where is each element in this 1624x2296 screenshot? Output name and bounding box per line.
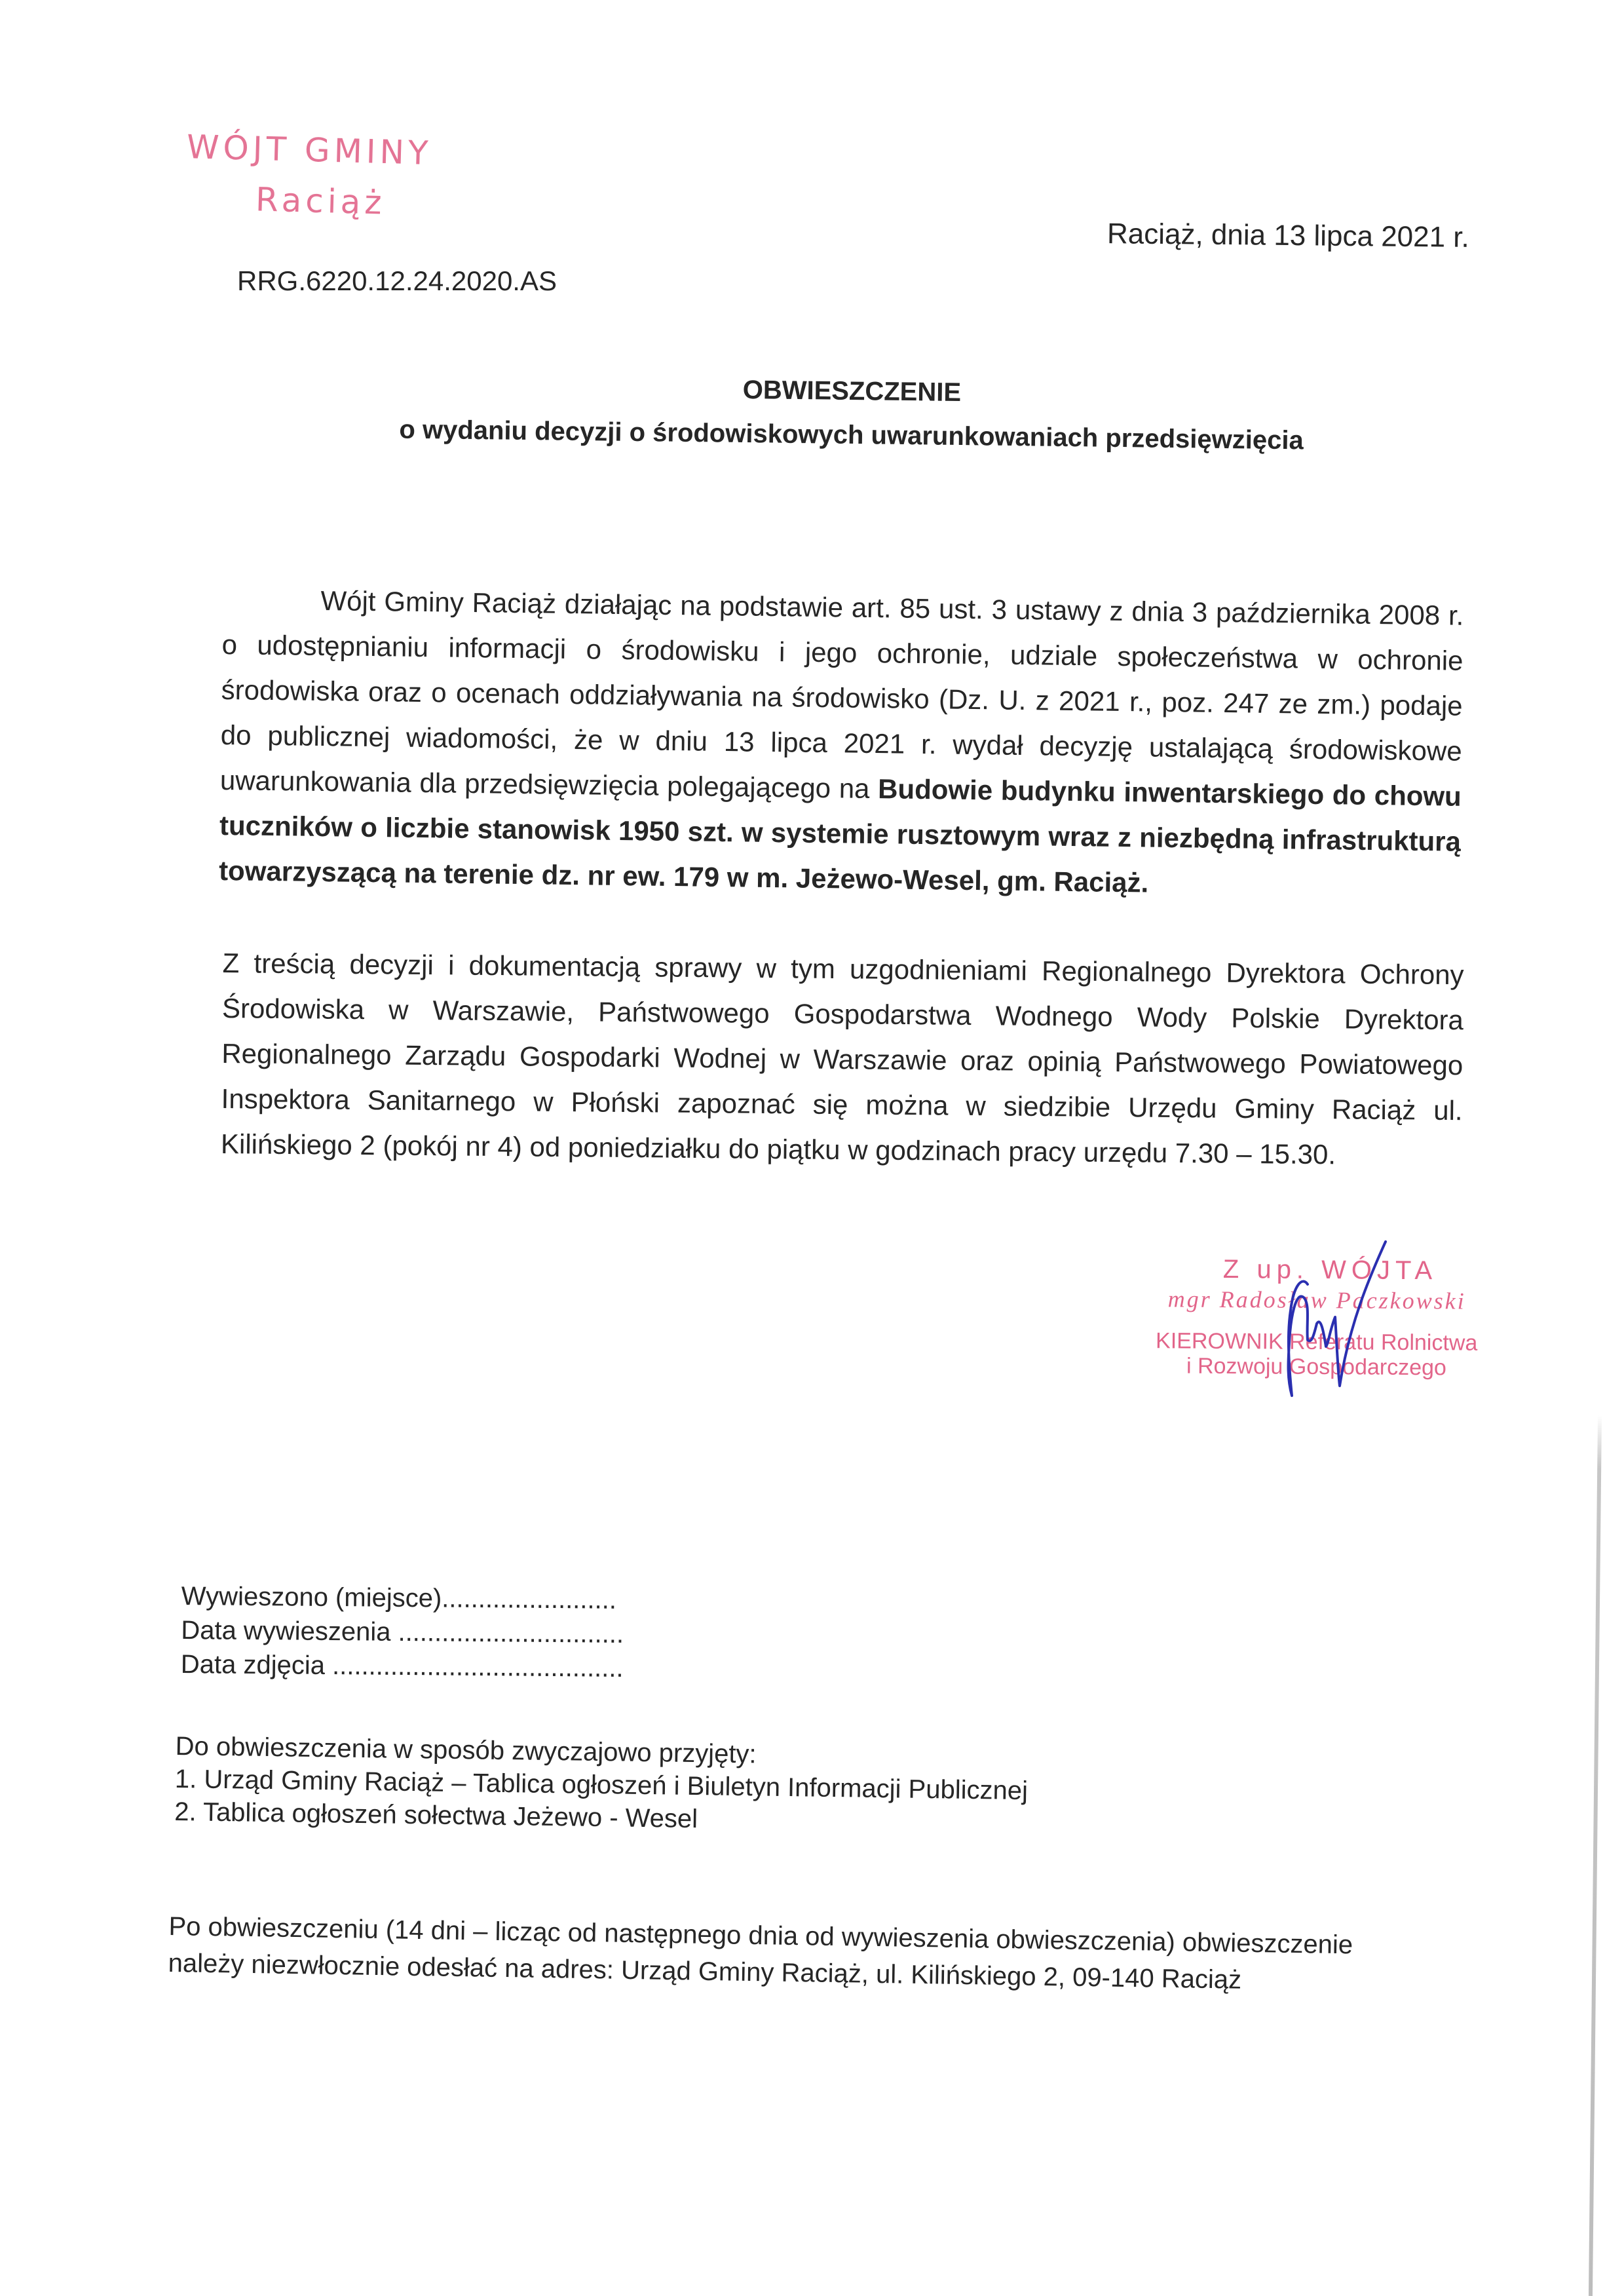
field-label: Wywieszono (miejsce)	[181, 1581, 442, 1613]
distribution-item: 2. Tablica ogłoszeń sołectwa Jeżewo - Wesel	[174, 1797, 698, 1834]
paragraph-indent	[222, 609, 320, 610]
signature-authority: Z up. WÓJTA	[1222, 1254, 1438, 1286]
scan-edge-line	[1589, 1415, 1602, 2296]
field-label: Data zdjęcia	[180, 1649, 326, 1680]
paragraph-decision-text: Wójt Gminy Raciąż działając na podstawie art. 85 ust. 3 ustawy z dnia 3 października 2008 r. o udostępnianiu informacji o środowisku i jego ochronie, udziale społeczeństwa w ochronie środowiska oraz o ocenach oddziaływania na środowisko (Dz. U. z 2021 r., poz. 247 ze zm.) podaje do publicznej wiadomości, że w dniu 13 lipca 2021 r. wydał decyzję ustalającą środowiskowe uwarunkowania dla przedsięwzięcia polegającego na	[219, 584, 1464, 804]
distribution-item: 1. Urząd Gminy Raciąż – Tablica ogłoszeń i Biuletyn Informacji Publicznej	[174, 1764, 1029, 1806]
posting-field-date-posted	[181, 1613, 624, 1651]
distribution-list	[174, 1730, 1029, 1840]
project-description: Budowie budynku inwentarskiego do chowu tuczników o liczbie stanowisk 1950 szt. w systemie rusztowym wraz z niezbędną infrastrukturą towarzyszącą na terenie dz. nr ew. 179 w m. Jeżewo-Wesel, gm. Raciąż.	[218, 773, 1462, 898]
place-date: Raciąż, dnia 13 lipca 2021 r.	[1106, 218, 1470, 254]
document-title: OBWIESZCZENIE	[742, 375, 962, 408]
return-instructions: Po obwieszczeniu (14 dni – licząc od następnego dnia od wywieszenia obwieszczenia) obwieszczenie należy niezwłocznie odesłać na adres: Urząd Gminy Raciąż, ul. Kilińskiego 2, 09-140 Raciąż	[168, 1911, 1353, 1995]
signatory-name: mgr Radosław Paczkowski	[1167, 1286, 1466, 1314]
field-blank: ...............................	[398, 1617, 624, 1649]
posting-field-place	[181, 1579, 624, 1617]
signatory-position: KIEROWNIK Referatu Rolnictwa	[1155, 1328, 1478, 1356]
reference-number: RRG.6220.12.24.2020.AS	[237, 265, 557, 296]
document-subtitle: o wydaniu decyzji o środowiskowych uwarunkowaniach przedsięwzięcia	[399, 415, 1304, 455]
field-label: Data wywieszenia	[181, 1615, 391, 1647]
handwritten-signature-icon	[1277, 1238, 1395, 1402]
paragraph-access-info: Z treścią decyzji i dokumentacją sprawy w tym uzgodnieniami Regionalnego Dyrektora Ochrony Środowiska w Warszawie, Państwowego Gospodarstwa Wodnego Wody Polskie Dyrektora Regionalnego Zarządu Gospodarki Wodnej w Warszawie oraz opinią Państwowego Powiatowego Inspektora Sanitarnego w Płoński zapoznać się można w siedzibie Urzędu Gminy Raciąż ul. Kilińskiego 2 (pokój nr 4) od poniedziałku do piątku w godzinach pracy urzędu 7.30 – 15.30.	[220, 947, 1464, 1170]
title-block	[327, 370, 1376, 457]
posting-field-date-removed	[181, 1647, 624, 1685]
paragraph-decision	[219, 577, 1464, 909]
office-stamp-title: WÓJT GMINY	[186, 128, 433, 172]
office-stamp-place: Raciąż	[255, 180, 387, 222]
posting-fields	[181, 1579, 624, 1685]
field-blank: ........................................	[331, 1651, 624, 1683]
distribution-intro: Do obwieszczenia w sposób zwyczajowo przyjęty:	[175, 1731, 757, 1769]
signatory-department: i Rozwoju Gospodarczego	[1186, 1353, 1447, 1381]
field-blank: ........................	[442, 1584, 617, 1615]
